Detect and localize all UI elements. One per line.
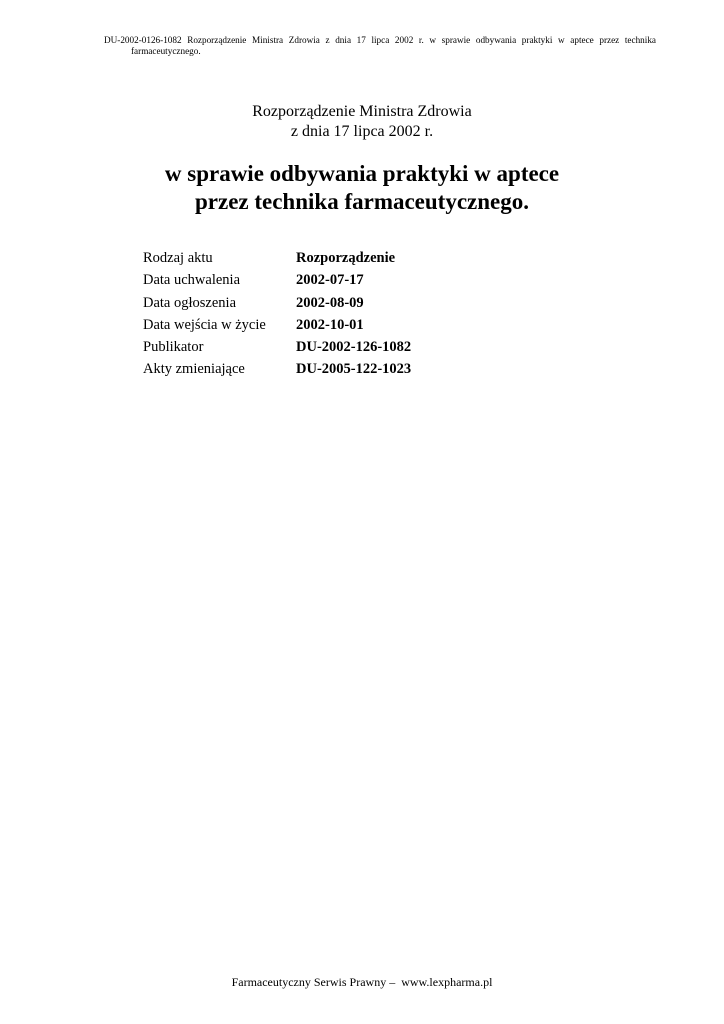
metadata-row-data-wejscia-w-zycie (143, 317, 411, 339)
metadata-value: DU-2002-126-1082 (296, 339, 412, 356)
metadata-value: 2002-08-09 (296, 294, 364, 311)
metadata-row-data-uchwalenia (143, 272, 411, 294)
metadata-row-publikator (143, 339, 411, 361)
running-header-line-1: DU-2002-0126-1082 Rozporządzenie Ministra Zdrowia z dnia 17 lipca 2002 r. w sprawie odbywania praktyki w aptece przez technika (104, 35, 656, 45)
metadata-row-rodzaj-aktu (143, 250, 411, 272)
document-subtitle (0, 102, 724, 142)
document-subtitle-line-2: z dnia 17 lipca 2002 r. (290, 123, 434, 140)
metadata-value: DU-2005-122-1023 (296, 361, 412, 378)
metadata-label: Publikator (143, 339, 204, 356)
metadata-label: Data wejścia w życie (143, 316, 266, 333)
metadata-label: Data ogłoszenia (143, 294, 237, 311)
metadata-row-akty-zmieniajace (143, 361, 411, 383)
metadata-value: 2002-10-01 (296, 316, 364, 333)
document-subtitle-line-1: Rozporządzenie Ministra Zdrowia (252, 103, 472, 120)
page-footer: Farmaceutyczny Serwis Prawny – www.lexpharma.pl (231, 975, 493, 989)
metadata-value: Rozporządzenie (296, 250, 396, 266)
running-header-line-2: farmaceutycznego. (131, 46, 201, 56)
metadata-table (143, 250, 411, 384)
metadata-label: Data uchwalenia (143, 272, 241, 289)
document-title-line-1: w sprawie odbywania praktyki w aptece (164, 161, 560, 186)
document-title-line-2: przez technika farmaceutycznego. (194, 189, 530, 214)
running-header (104, 35, 656, 57)
metadata-label: Rodzaj aktu (143, 250, 213, 266)
document-title (0, 160, 724, 216)
metadata-value: 2002-07-17 (296, 272, 364, 289)
metadata-row-data-ogloszenia (143, 295, 411, 317)
metadata-label: Akty zmieniające (143, 361, 245, 378)
